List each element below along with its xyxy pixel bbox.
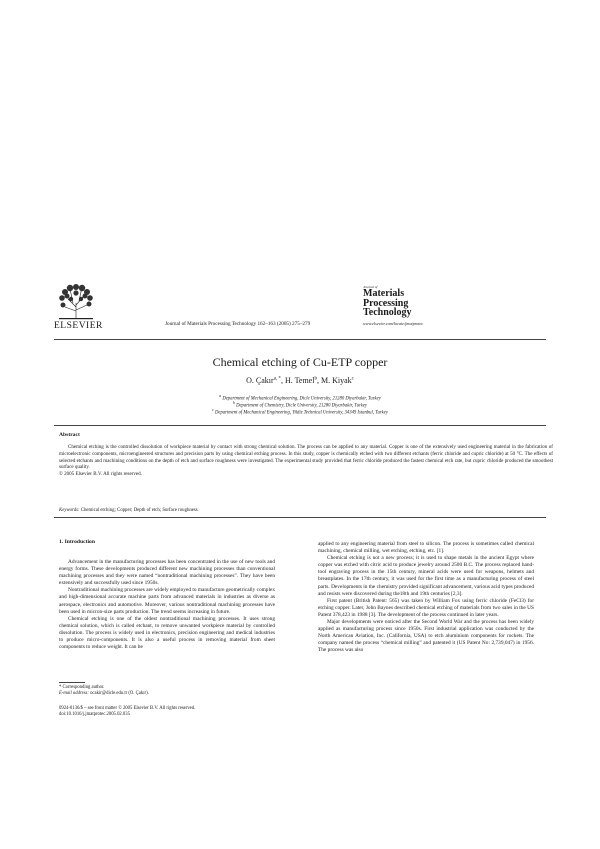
- affiliation-text: Department of Mechanical Engineering, Dicle University, 21280 Diyarbakir, Turkey: [222, 396, 381, 402]
- email-line: [59, 691, 149, 697]
- elsevier-tree-logo: [56, 283, 96, 321]
- affiliation-text: Department of Chemistry, Dicle University, 21280 Diyarbakir, Turkey: [236, 403, 368, 409]
- author-name: H. Temel: [284, 376, 315, 385]
- author-list: [0, 376, 600, 385]
- body-paragraph: Major developments were noticed after the Second World War and the process has been widely applied as manufacturing process since 1950s. First industrial application was conducted by the North American Aviation, Inc. (California, USA) to etch aluminium components for rockets. The company named the process “chemical milling” and patented it (US Patent No: 2,739,047) in 1956. The process was also: [318, 619, 534, 654]
- affiliation-sup: b: [232, 401, 235, 405]
- journal-logo-line-1: Materials: [363, 288, 405, 299]
- affiliation: [0, 408, 600, 416]
- author-separator: ,: [316, 376, 321, 385]
- email-value: ocakir@dicle.edu.tr (O. Çakır).: [90, 691, 149, 697]
- journal-citation: Journal of Materials Processing Technology 162–163 (2005) 275–279: [165, 321, 311, 327]
- author-sup: a, *: [273, 376, 281, 382]
- author-name: O. Çakır: [246, 376, 274, 385]
- journal-logo-line-3: Technology: [363, 307, 412, 318]
- abstract-body: [59, 444, 553, 478]
- footnote-rule: [59, 682, 85, 683]
- section-heading: 1. Introduction: [59, 539, 95, 545]
- keywords: [59, 508, 198, 513]
- email-label: E-mail address:: [59, 691, 89, 697]
- affiliation-sup: c: [212, 408, 214, 412]
- body-paragraph: First patent (British Patent: 565) was taken by William Fox using ferric chloride (FeCl3) for etching copper. Later, John Baynes described chemical etching of materials from two sales in the US Patent 378,423 in 1988 [3]. The development of the process continued in later years.: [318, 597, 534, 618]
- journal-logo-small: Journal of: [363, 285, 378, 289]
- left-column: [59, 559, 275, 651]
- abstract-bottom-rule: [54, 517, 546, 518]
- journal-logo: [363, 285, 431, 326]
- author-sup: c: [351, 376, 354, 382]
- issn-line: 0924-0136/$ – see front matter © 2005 Elsevier B.V. All rights reserved.: [59, 706, 196, 711]
- author-name: M. Kiyak: [320, 376, 352, 385]
- affiliation-text: Department of Mechanical Engineering, Yildiz Technical University, 34349 Istanbul, Turkey: [215, 410, 388, 416]
- publisher-name: ELSEVIER: [54, 321, 103, 331]
- body-paragraph: Nontraditional machining processes are widely employed to manufacture geometrically complex and high-dimensional accurate machine parts from advanced materials in industries as diverse as aerospace, electronics and automotive. Moreover, various nontraditional machining processes have been used in micron-size parts production. The trend seems increasing in future.: [59, 587, 275, 615]
- corresponding-author-note: * Corresponding author.: [59, 685, 105, 690]
- journal-logo-line-2: Processing: [363, 297, 409, 309]
- author-separator: ,: [280, 376, 285, 385]
- article-title: Chemical etching of Cu-ETP copper: [212, 355, 388, 369]
- body-paragraph: applied to any engineering material from steel to silicon. The process is sometimes called chemical machining, chemical milling, wet etching, etching, etc. [1].: [318, 541, 534, 555]
- footnote: [59, 685, 149, 698]
- affiliation-sup: a: [219, 394, 222, 398]
- header-rule: [54, 339, 546, 340]
- keywords-list: Chemical etching; Copper; Depth of etch; Surface roughness: [80, 508, 198, 513]
- body-paragraph: Chemical etching is one of the oldest nontraditional machining processes. It uses strong chemical solution, which is called etchant, to remove unwanted workpiece material by controlled dissolution. The process is widely used in electronics, precision engineering and medical industries to produce micro-components. It is also a useful process in removing material from sheet components to reduce weight. It can be: [59, 615, 275, 651]
- body-paragraph: Chemical etching is not a new process; it is used to shape metals in the ancient Egypt where copper was etched with citric acid to produce jewelry around 2500 B.C. The process replaced hand-tool engraving process in the 15th century, mineral acids were used for weapons, helmets and breastplates. In the 17th century, it was used for the first time as a manufacturing process of steel parts. Developments in the chemistry provided significant advancement, various acid types produced and resists were discovered during the18th and 19th centuries [2,3].: [318, 555, 534, 597]
- journal-logo-url: www.elsevier.com/locate/jmatprotec: [363, 320, 424, 326]
- doi-line: doi:10.1016/j.jmatprotec.2005.02.035: [59, 712, 130, 718]
- keywords-label: Keywords:: [59, 508, 80, 513]
- body-paragraph: Advancement in the manufacturing processes has been concentrated in the use of new tools and energy forms. These developments produced different new machining processes than conventional machining processes and they were named “nontraditional machining processes”. They have been extensively and successfully used since 1950s.: [59, 559, 275, 587]
- abstract-copyright: © 2005 Elsevier B.V. All rights reserved.: [59, 471, 142, 477]
- right-column: [318, 541, 534, 655]
- abstract-paragraph: Chemical etching is the controlled dissolution of workpiece material by contact with strong chemical solution. The process can be applied to any material. Copper is one of the extensively used engineering material in the fabrication of microelectronic components, microengineered structures and precision parts by using chemical etching process. In this study, copper is chemically etched with two different etchants (ferric chloride and cupric chloride) at 50 °C. The effects of selected etchants and machining conditions on the depth of etch and surface roughness were investigated. The experimental study provided that ferric chloride produced the fastest chemical etch rate, but cupric chloride produced the smoothest surface quality.: [59, 444, 553, 471]
- author-sup: b: [314, 376, 317, 382]
- issn-block: [59, 706, 195, 719]
- abstract-heading: Abstract: [59, 432, 80, 438]
- abstract-top-rule: [54, 425, 546, 426]
